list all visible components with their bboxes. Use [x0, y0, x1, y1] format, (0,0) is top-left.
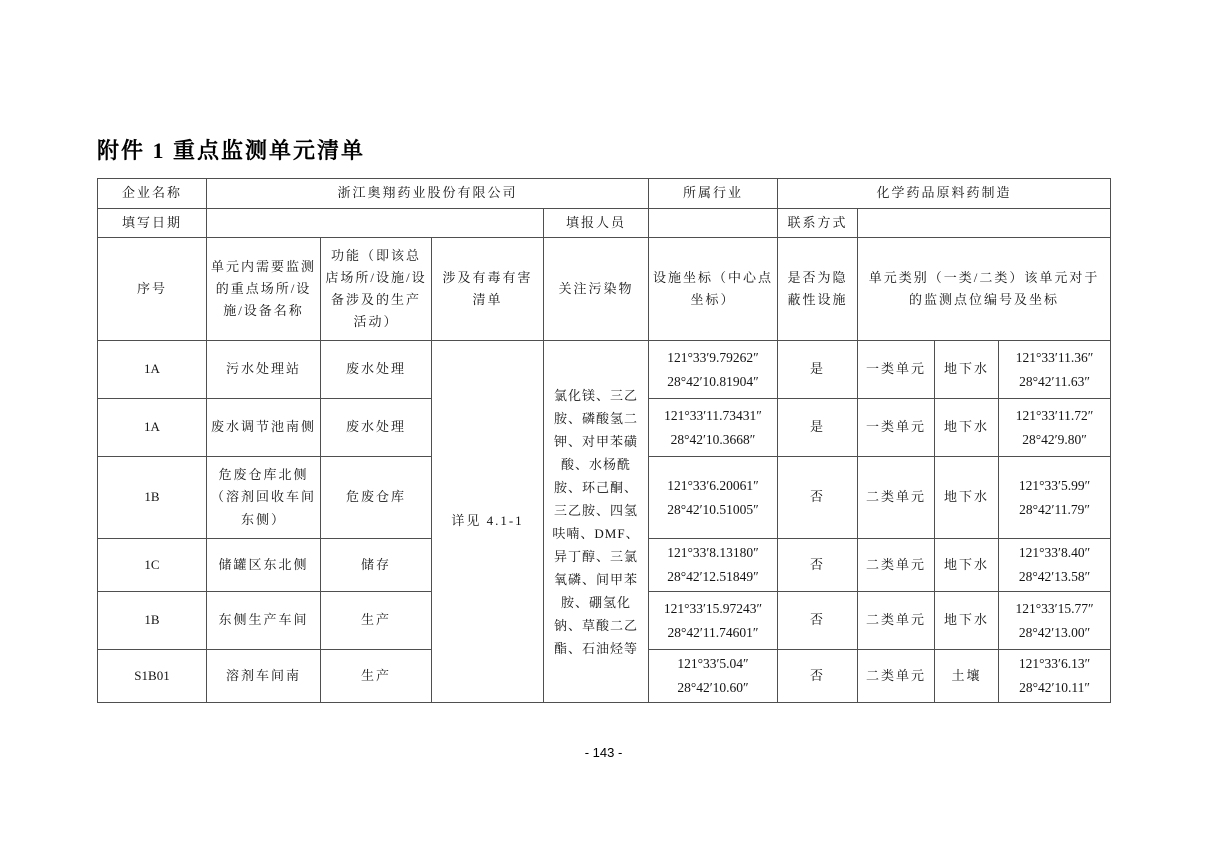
filler-value [649, 209, 778, 238]
info-row-date [98, 209, 1111, 238]
page-title: 附件 1 重点监测单元清单 [97, 138, 366, 163]
cell-function: 危废仓库 [321, 457, 432, 539]
cell-seq: 1A [98, 399, 207, 457]
header-toxic-list: 涉及有毒有害清单 [432, 238, 544, 341]
cell-facility-coords [649, 399, 778, 457]
coord-line: 28°42′11.74601″ [667, 624, 759, 640]
page-number: - 143 - [584, 745, 623, 760]
cell-unit-class: 二类单元 [858, 650, 935, 703]
date-label: 填写日期 [98, 209, 207, 238]
header-hidden: 是否为隐蔽性设施 [778, 238, 858, 341]
cell-medium: 土壤 [935, 650, 999, 703]
cell-hidden: 否 [778, 539, 858, 592]
cell-function: 废水处理 [321, 341, 432, 399]
date-value [207, 209, 544, 238]
coord-line: 121°33′5.99″ [1018, 477, 1091, 493]
cell-unit-class: 一类单元 [858, 399, 935, 457]
coord-line: 121°33′8.13180″ [667, 545, 759, 560]
filler-label: 填报人员 [544, 209, 649, 238]
cell-seq: 1C [98, 539, 207, 592]
cell-facility-coords [649, 457, 778, 539]
cell-hidden: 否 [778, 650, 858, 703]
cell-seq: 1B [98, 457, 207, 539]
company-name-label: 企业名称 [98, 179, 207, 209]
cell-seq: 1B [98, 592, 207, 650]
coord-line: 28°42′13.58″ [1018, 569, 1091, 584]
table-row [98, 341, 1111, 399]
cell-function: 储存 [321, 539, 432, 592]
cell-medium: 地下水 [935, 592, 999, 650]
cell-place: 东侧生产车间 [207, 592, 321, 650]
cell-hidden: 否 [778, 592, 858, 650]
company-name-value: 浙江奥翔药业股份有限公司 [207, 179, 649, 209]
cell-place: 危废仓库北侧（溶剂回收车间东侧） [207, 457, 321, 539]
cell-facility-coords [649, 592, 778, 650]
coord-line: 28°42′13.00″ [1018, 624, 1091, 640]
cell-place: 废水调节池南侧 [207, 399, 321, 457]
cell-point-coords [999, 592, 1111, 650]
contact-value [858, 209, 1111, 238]
coord-line: 28°42′10.11″ [1019, 680, 1090, 695]
coord-line: 28°42′9.80″ [1022, 431, 1087, 447]
cell-medium: 地下水 [935, 457, 999, 539]
coord-line: 121°33′9.79262″ [667, 349, 759, 365]
monitoring-units-table [97, 178, 1111, 703]
cell-facility-coords [649, 341, 778, 399]
coord-line: 28°42′10.3668″ [670, 431, 756, 447]
cell-hidden: 是 [778, 399, 858, 457]
cell-function: 生产 [321, 650, 432, 703]
header-place: 单元内需要监测的重点场所/设施/设备名称 [207, 238, 321, 341]
cell-point-coords [999, 650, 1111, 703]
industry-value: 化学药品原料药制造 [778, 179, 1111, 209]
coord-line: 28°42′10.81904″ [667, 373, 759, 389]
coord-line: 28°42′11.63″ [1019, 373, 1090, 389]
cell-seq: S1B01 [98, 650, 207, 703]
coord-line: 121°33′6.20061″ [667, 477, 759, 493]
header-unit-class: 单元类别（一类/二类）该单元对于的监测点位编号及坐标 [858, 238, 1111, 341]
cell-unit-class: 二类单元 [858, 539, 935, 592]
coord-line: 121°33′5.04″ [677, 656, 749, 671]
cell-unit-class: 二类单元 [858, 457, 935, 539]
cell-seq: 1A [98, 341, 207, 399]
coord-line: 121°33′8.40″ [1018, 545, 1091, 560]
cell-function: 生产 [321, 592, 432, 650]
cell-function: 废水处理 [321, 399, 432, 457]
header-seq: 序号 [98, 238, 207, 341]
cell-place: 污水处理站 [207, 341, 321, 399]
coord-line: 121°33′11.72″ [1015, 407, 1094, 423]
cell-place: 溶剂车间南 [207, 650, 321, 703]
header-pollutants: 关注污染物 [544, 238, 649, 341]
contact-label: 联系方式 [778, 209, 858, 238]
coord-line: 121°33′15.77″ [1015, 600, 1094, 616]
info-row-company [98, 179, 1111, 209]
cell-hidden: 否 [778, 457, 858, 539]
cell-unit-class: 二类单元 [858, 592, 935, 650]
industry-label: 所属行业 [649, 179, 778, 209]
header-coords: 设施坐标（中心点坐标） [649, 238, 778, 341]
cell-medium: 地下水 [935, 399, 999, 457]
coord-line: 28°42′10.51005″ [667, 501, 759, 517]
coord-line: 28°42′10.60″ [677, 680, 749, 695]
header-function: 功能（即该总店场所/设施/设备涉及的生产活动） [321, 238, 432, 341]
cell-medium: 地下水 [935, 341, 999, 399]
cell-medium: 地下水 [935, 539, 999, 592]
coord-line: 121°33′11.36″ [1015, 349, 1094, 365]
pollutants-cell: 氯化镁、三乙胺、磷酸氢二钾、对甲苯磺酸、水杨酰胺、环己酮、三乙胺、四氢呋喃、DMF、异丁醇、三氯氧磷、间甲苯胺、硼氢化钠、草酸二乙酯、石油烃等 [544, 341, 649, 703]
table-header-row [98, 238, 1111, 341]
toxic-list-cell: 详见 4.1-1 [432, 341, 544, 703]
cell-point-coords [999, 457, 1111, 539]
coord-line: 28°42′11.79″ [1019, 501, 1090, 517]
coord-line: 121°33′15.97243″ [663, 600, 763, 616]
cell-hidden: 是 [778, 341, 858, 399]
coord-line: 28°42′12.51849″ [667, 569, 759, 584]
coord-line: 121°33′11.73431″ [664, 407, 762, 423]
cell-point-coords [999, 539, 1111, 592]
cell-unit-class: 一类单元 [858, 341, 935, 399]
coord-line: 121°33′6.13″ [1018, 656, 1091, 671]
cell-point-coords [999, 341, 1111, 399]
cell-facility-coords [649, 650, 778, 703]
cell-place: 储罐区东北侧 [207, 539, 321, 592]
cell-facility-coords [649, 539, 778, 592]
cell-point-coords [999, 399, 1111, 457]
